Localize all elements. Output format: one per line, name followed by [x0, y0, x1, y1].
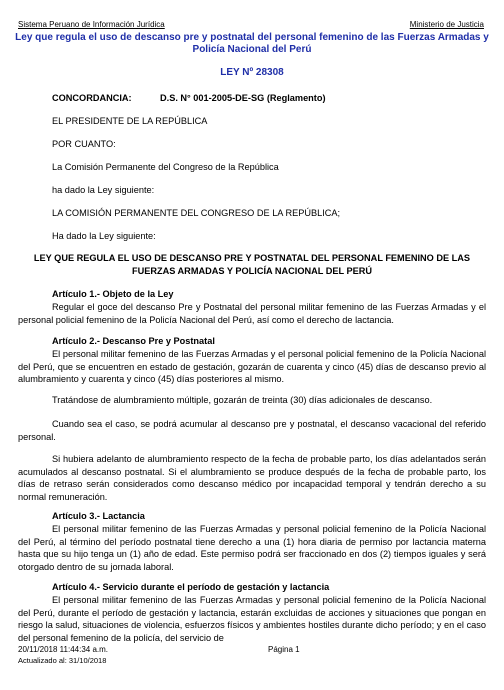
preamble-presidente: EL PRESIDENTE DE LA REPÚBLICA [52, 116, 208, 126]
article-2-paragraph-3: Cuando sea el caso, se podrá acumular al descanso pre y postnatal, el descanso vacacional del referido personal. [18, 419, 486, 442]
article-1-paragraph: Regular el goce del descanso Pre y Postnatal del personal militar femenino de las Fuerzas Armadas y el personal policial femenino de la Policía Nacional del Perú, así como el derecho de lactancia. [18, 302, 486, 325]
concordancia-value: D.S. N° 001-2005-DE-SG (Reglamento) [160, 93, 326, 103]
article-2-paragraph-2: Tratándose de alumbramiento múltiple, gozarán de treinta (30) días adicionales de descanso. [52, 395, 433, 405]
footer-date: 20/11/2018 11:44:34 a.m. [18, 645, 108, 654]
article-2-heading: Artículo 2.- Descanso Pre y Postnatal [52, 336, 215, 346]
preamble-comision-upper: LA COMISIÓN PERMANENTE DEL CONGRESO DE LA REPÚBLICA; [52, 208, 341, 218]
article-3-paragraph: El personal militar femenino de las Fuerzas Armadas y personal policial femenino de la Policía Nacional del Perú, al término del período postnatal tiene derecho a una (1) hora diaria de permiso por lactancia materna hasta que su hijo tenga un (1) año de edad. Este permiso podrá ser fraccionado en dos (2) tiempos iguales y será otorgado dentro de su jornada laboral. [18, 524, 486, 572]
law-title: Ley que regula el uso de descanso pre y postnatal del personal femenino de las Fuerzas Armadas y Policía Nacional del Perú [15, 32, 489, 55]
article-4-heading: Artículo 4.- Servicio durante el período de gestación y lactancia [52, 582, 330, 592]
preamble-ha-dado-2: Ha dado la Ley siguiente: [52, 231, 156, 241]
preamble-comision: La Comisión Permanente del Congreso de la República [52, 162, 279, 172]
law-number: LEY Nº 28308 [220, 67, 284, 78]
article-1-heading: Artículo 1.- Objeto de la Ley [52, 289, 174, 299]
preamble-ha-dado: ha dado la Ley siguiente: [52, 185, 155, 195]
footer-updated: Actualizado al: 31/10/2018 [18, 656, 107, 665]
preamble-por-cuanto: POR CUANTO: [52, 139, 116, 149]
header-ministry: Ministerio de Justicia [409, 20, 484, 29]
concordancia-label: CONCORDANCIA: [52, 93, 132, 103]
main-law-heading: LEY QUE REGULA EL USO DE DESCANSO PRE Y POSTNATAL DEL PERSONAL FEMENINO DE LAS FUERZAS ARMADAS Y POLICÍA NACIONAL DEL PERÚ [33, 253, 471, 276]
header-source: Sistema Peruano de Información Jurídica [18, 20, 165, 29]
article-4-paragraph: El personal militar femenino de las Fuerzas Armadas y personal policial femenino de la Policía Nacional del Perú, durante el período de gestación y lactancia, estarán excluidas de acciones y situaciones que pongan en riesgo la salud, situaciones de violencia, esfuerzos físicos y ambientes hostiles durante dicho período; y en el caso del personal femenino de la policía, del servicio de [18, 595, 486, 643]
footer-page-number: Página 1 [268, 645, 300, 654]
article-3-heading: Artículo 3.- Lactancia [52, 511, 145, 521]
article-2-paragraph-4: Si hubiera adelanto de alumbramiento respecto de la fecha de probable parto, los días adelantados serán acumulados al descanso postnatal. Si el alumbramiento se produce después de la fecha de probable parto, los días de retraso serán considerados como descanso médico por incapacidad temporal y tendrán derecho a su normal remuneración. [18, 454, 486, 502]
article-2-paragraph-1: El personal militar femenino de las Fuerzas Armadas y el personal policial femenino de la Policía Nacional del Perú, que se encuentren en estado de gestación, gozarán de cuarenta y cinco (45) días de descanso previo al alumbramiento y cuarenta y cinco (45) días posteriores al mismo. [18, 349, 486, 384]
